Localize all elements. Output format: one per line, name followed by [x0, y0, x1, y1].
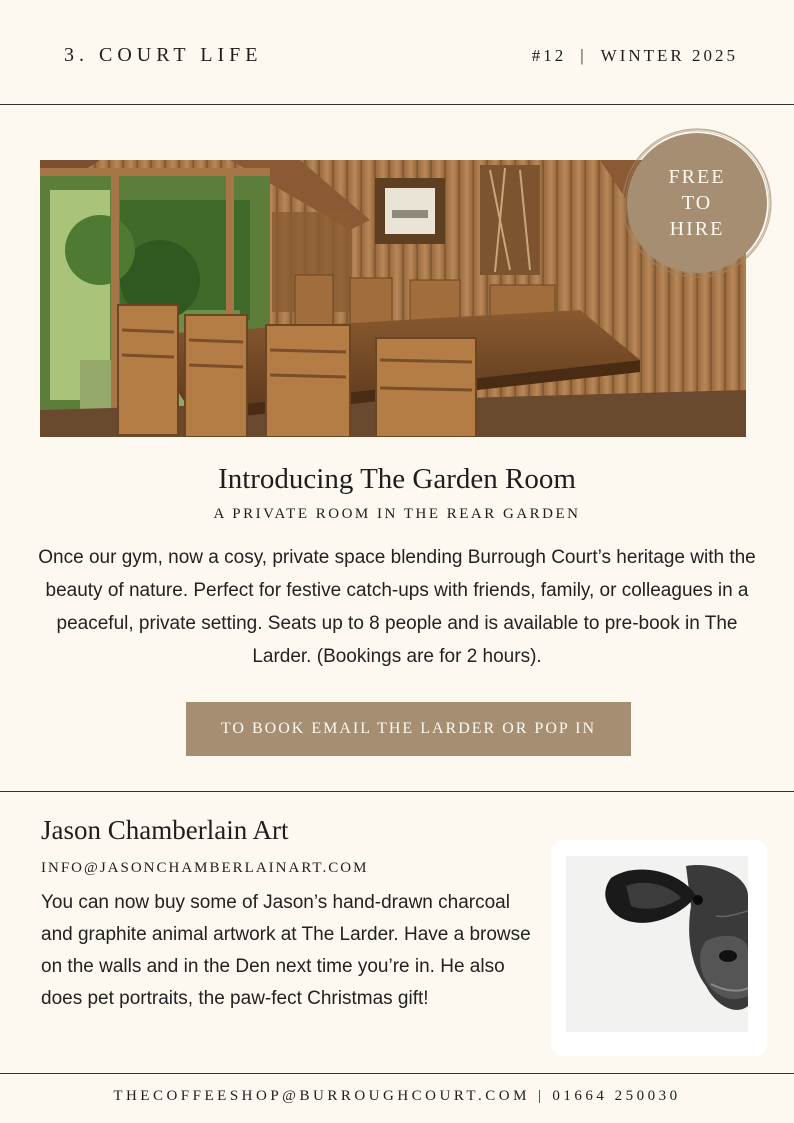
footer-email-link[interactable]: THECOFFEESHOP@BURROUGHCOURT.COM	[113, 1088, 530, 1104]
article-body: Once our gym, now a cosy, private space blending Burrough Court’s heritage with the beauty of nature. Perfect for festive catch-ups with friends, family, or colleagues in a peaceful, private setting. Seats up to 8 people and is available to pre-book in The Larder. (Bookings are for 2 hours).	[38, 547, 756, 667]
issue-separator: |	[580, 46, 587, 65]
footer-separator: |	[537, 1088, 545, 1104]
footer-divider	[0, 1073, 794, 1074]
badge-line-to: TO	[681, 192, 713, 214]
page-header	[0, 0, 794, 105]
badge-text	[622, 164, 772, 242]
article-title: Introducing The Garden Room	[218, 463, 576, 495]
article-subtitle: A PRIVATE ROOM IN THE REAR GARDEN	[213, 506, 581, 522]
page-footer	[0, 1088, 794, 1105]
issue-info	[532, 46, 738, 66]
section-divider	[0, 791, 794, 792]
cow-artwork-image	[566, 856, 748, 1032]
artist-email-link[interactable]: INFO@JASONCHAMBERLAINART.COM	[41, 860, 369, 876]
badge-line-hire: HIRE	[669, 218, 725, 240]
section-title: 3. COURT LIFE	[64, 44, 263, 66]
book-cta-button[interactable]: TO BOOK EMAIL THE LARDER OR POP IN	[186, 702, 631, 756]
issue-season: WINTER 2025	[600, 46, 738, 65]
artist-body: You can now buy some of Jason’s hand-drawn charcoal and graphite animal artwork at The Larder. Have a browse on the walls and in the Den next time you’re in. He also does pet portraits, the paw-fect Christmas gift!	[41, 892, 531, 1009]
footer-phone[interactable]: 01664 250030	[552, 1088, 681, 1104]
badge-line-free: FREE	[668, 166, 726, 188]
issue-number: #12	[531, 46, 567, 65]
artist-title: Jason Chamberlain Art	[41, 815, 289, 845]
